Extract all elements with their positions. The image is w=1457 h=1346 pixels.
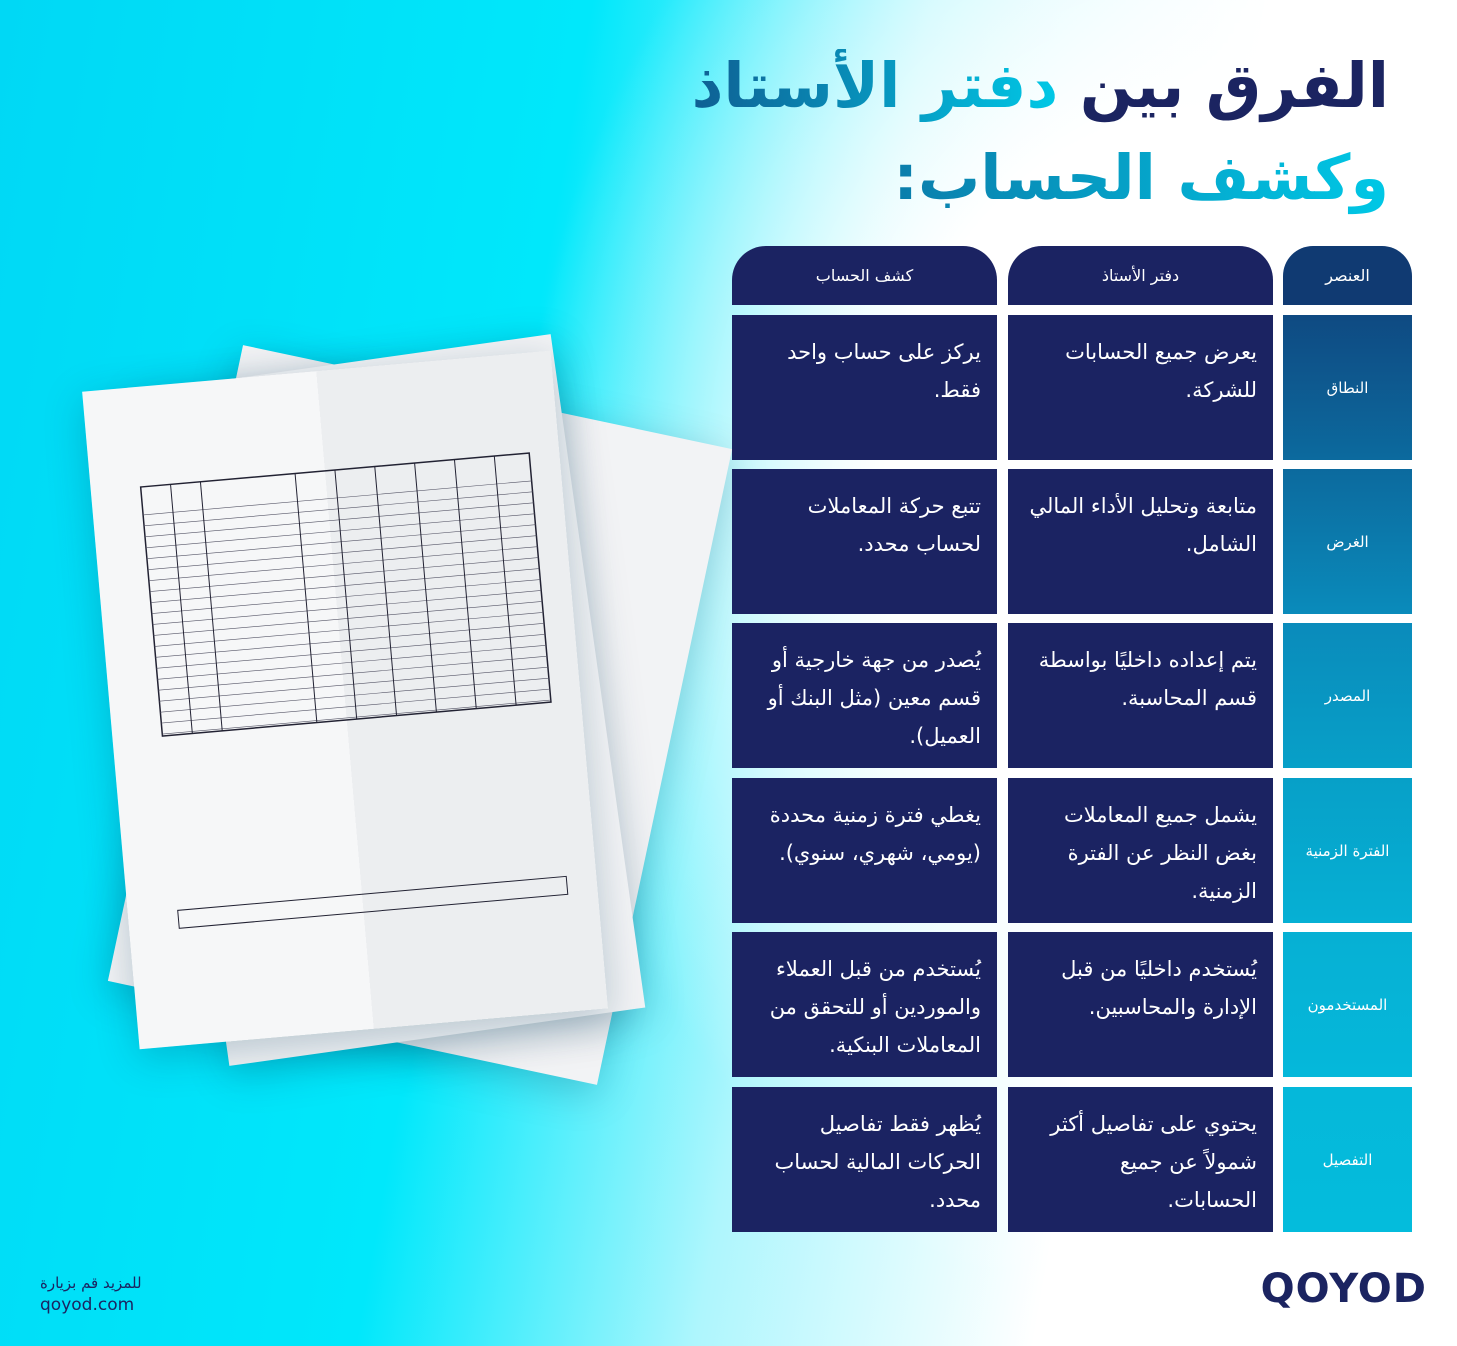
row-label: الغرض [1283, 469, 1412, 614]
title-line2: وكشف الحساب: [692, 132, 1389, 224]
footer [40, 1272, 142, 1316]
title-part1: الفرق بين [1079, 49, 1389, 122]
statement-cell: يركز على حساب واحد فقط. [732, 315, 997, 460]
statement-cell: تتبع حركة المعاملات لحساب محدد. [732, 469, 997, 614]
row-label: النطاق [1283, 315, 1412, 460]
statement-cell: يُصدر من جهة خارجية أو قسم معين (مثل البنك أو العميل). [732, 623, 997, 768]
header-statement: كشف الحساب [732, 246, 997, 305]
row-label: التفصيل [1283, 1087, 1412, 1232]
header-ledger: دفتر الأستاذ [1008, 246, 1273, 305]
website-link[interactable]: qoyod.com [40, 1295, 135, 1315]
statement-cell: يُستخدم من قبل العملاء والموردين أو للتحقق من المعاملات البنكية. [732, 932, 997, 1077]
statement-cell: يُظهر فقط تفاصيل الحركات المالية لحساب محدد. [732, 1087, 997, 1232]
ledger-cell: يُستخدم داخليًا من قبل الإدارة والمحاسبين. [1008, 932, 1273, 1077]
page-title [692, 40, 1389, 224]
ledger-cell: يعرض جميع الحسابات للشركة. [1008, 315, 1273, 460]
header-element: العنصر [1283, 246, 1412, 305]
ledger-cell: متابعة وتحليل الأداء المالي الشامل. [1008, 469, 1273, 614]
ledger-cell: يحتوي على تفاصيل أكثر شمولاً عن جميع الحسابات. [1008, 1087, 1273, 1232]
row-label: المصدر [1283, 623, 1412, 768]
ledger-cell: يشمل جميع المعاملات بغض النظر عن الفترة الزمنية. [1008, 778, 1273, 923]
visit-text: للمزيد قم بزيارة [40, 1274, 142, 1292]
title-part2: دفتر الأستاذ [691, 49, 1059, 122]
row-label: الفترة الزمنية [1283, 778, 1412, 923]
qoyod-logo: QOYOD [1260, 1266, 1427, 1312]
statement-cell: يغطي فترة زمنية محددة (يومي، شهري، سنوي). [732, 778, 997, 923]
ledger-cell: يتم إعداده داخليًا بواسطة قسم المحاسبة. [1008, 623, 1273, 768]
row-label: المستخدمون [1283, 932, 1412, 1077]
